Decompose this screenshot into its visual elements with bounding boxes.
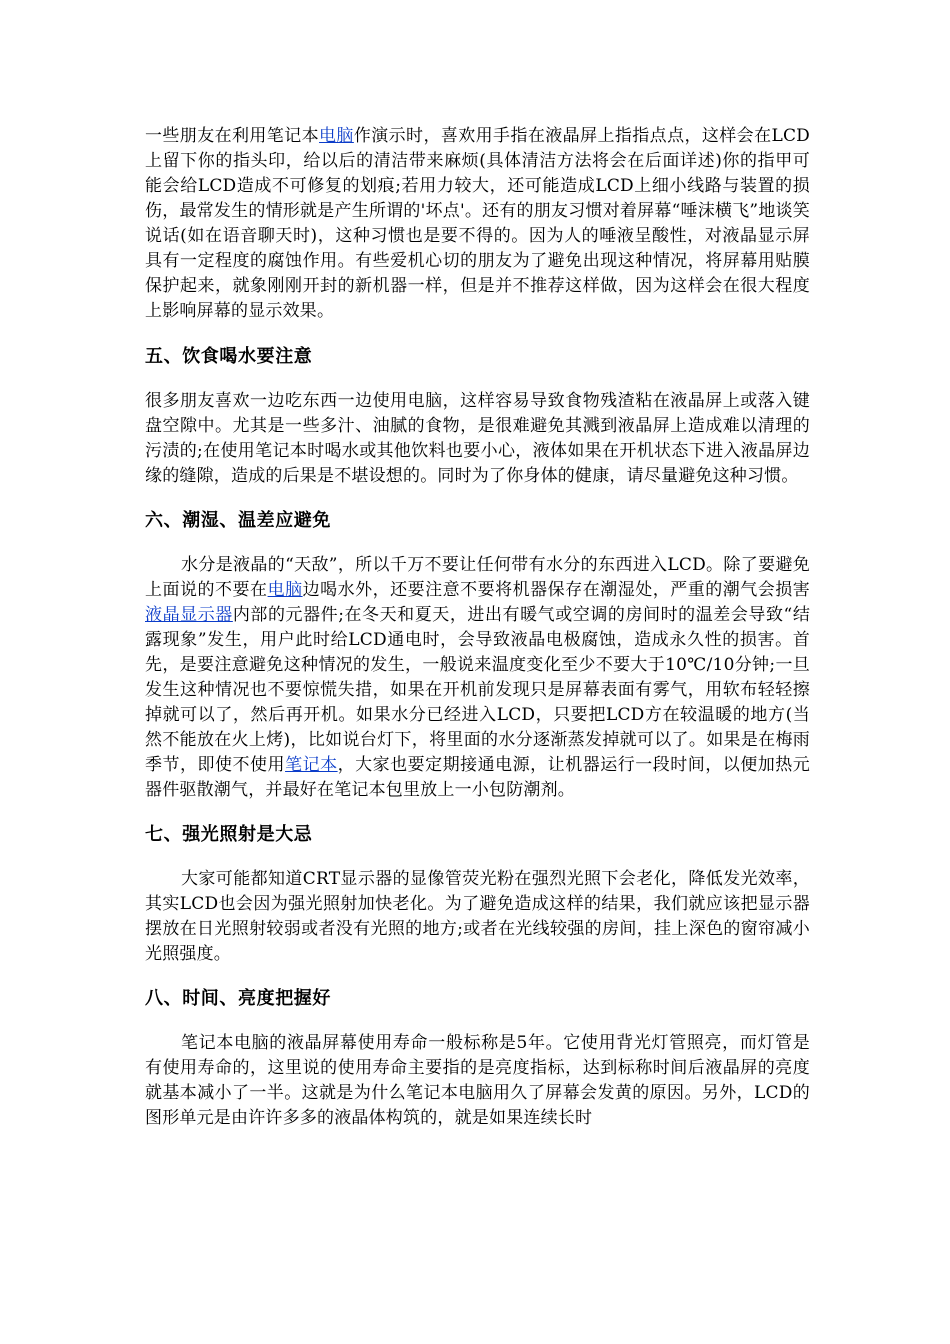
text-run: 水分是液晶的“天敌”，所以千万不要让任何带有水分的东西进入LCD。除了要避免上面说的不要在 [145, 555, 810, 600]
section-heading-5: 五、饮食喝水要注意 [145, 346, 313, 367]
text-run: 一些朋友在利用笔记本 [145, 126, 320, 146]
paragraph-time-brightness: 笔记本电脑的液晶屏幕使用寿命一般标称是5年。它使用背光灯管照亮，而灯管是有使用寿命的，这里说的使用寿命主要指的是亮度指标，达到标称时间后液晶屏的亮度就基本减小了一半。这就是为什么笔记本电脑用久了屏幕会发黄的原因。另外，LCD的图形单元是由许许多多的液晶体构筑的，就是如果连续长时 [145, 1033, 810, 1128]
text-run: 边喝水外，还要注意不要将机器保存在潮湿处，严重的潮气会损害 [302, 580, 810, 600]
text-run: 内部的元器件;在冬天和夏天，进出有暖气或空调的房间时的温差会导致“结露现象”发生，用户此时给LCD通电时，会导致液晶电极腐蚀，造成永久性的损害。首先，是要注意避免这种情况的发生，一般说来温度变化至少不要大于10℃/10分钟;一旦发生这种情况也不要惊慌失措，如果在开机前发现只是屏幕表面有雾气，用软布轻轻擦掉就可以了，然后再开机。如果水分已经进入LCD，只要把LCD方在较温暖的地方(当然不能放在火上烤)，比如说台灯下，将里面的水分逐渐蒸发掉就可以了。如果是在梅雨季节，即使不使用 [145, 605, 811, 775]
section-heading-6: 六、潮湿、温差应避免 [145, 510, 331, 531]
paragraph-eating-drinking: 很多朋友喜欢一边吃东西一边使用电脑，这样容易导致食物残渣粘在液晶屏上或落入键盘空隙中。尤其是一些多汁、油腻的食物，是很难避免其溅到液晶屏上造成难以清理的污渍的;在使用笔记本时喝水或其他饮料也要小心，液体如果在开机状态下进入液晶屏边缘的缝隙，造成的后果是不堪设想的。同时为了你身体的健康，请尽量避免这种习惯。 [145, 391, 810, 486]
link-computer[interactable]: 电脑 [319, 126, 354, 146]
link-notebook[interactable]: 笔记本 [285, 755, 338, 775]
text-run: 作演示时，喜欢用手指在液晶屏上指指点点，这样会在LCD上留下你的指头印，给以后的清洁带来麻烦(具体清洁方法将会在后面详述)你的指甲可能会给LCD造成不可修复的划痕;若用力较大，还可能造成LCD上细小线路与装置的损伤，最常发生的情形就是产生所谓的'坏点'。还有的朋友习惯对着屏幕“唾沫横飞”地谈笑说话(如在语音聊天时)，这种习惯也是要不得的。因为人的唾液呈酸性，对液晶显示屏具有一定程度的腐蚀作用。有些爱机心切的朋友为了避免出现这种情况，将屏幕用贴膜保护起来，就象刚刚开封的新机器一样，但是并不推荐这样做，因为这样会在很大程度上影响屏幕的显示效果。 [145, 126, 811, 321]
link-computer[interactable]: 电脑 [267, 580, 303, 600]
paragraph-humidity [145, 553, 810, 803]
section-heading-7: 七、强光照射是大忌 [145, 824, 313, 845]
text-run: ，大家也要定期接通电源，让机器运行一段时间，以便加热元器件驱散潮气，并最好在笔记本包里放上一小包防潮剂。 [145, 755, 810, 800]
paragraph-strong-light: 大家可能都知道CRT显示器的显像管荧光粉在强烈光照下会老化，降低发光效率，其实LCD也会因为强光照射加快老化。为了避免造成这样的结果，我们就应该把显示器摆放在日光照射较弱或者没有光照的地方;或者在光线较强的房间，挂上深色的窗帘减小光照强度。 [145, 869, 810, 964]
link-lcd-monitor[interactable]: 液晶显示器 [145, 605, 233, 625]
section-heading-8: 八、时间、亮度把握好 [145, 988, 331, 1009]
document-page [145, 124, 810, 1131]
paragraph-finger-touch [145, 124, 810, 324]
